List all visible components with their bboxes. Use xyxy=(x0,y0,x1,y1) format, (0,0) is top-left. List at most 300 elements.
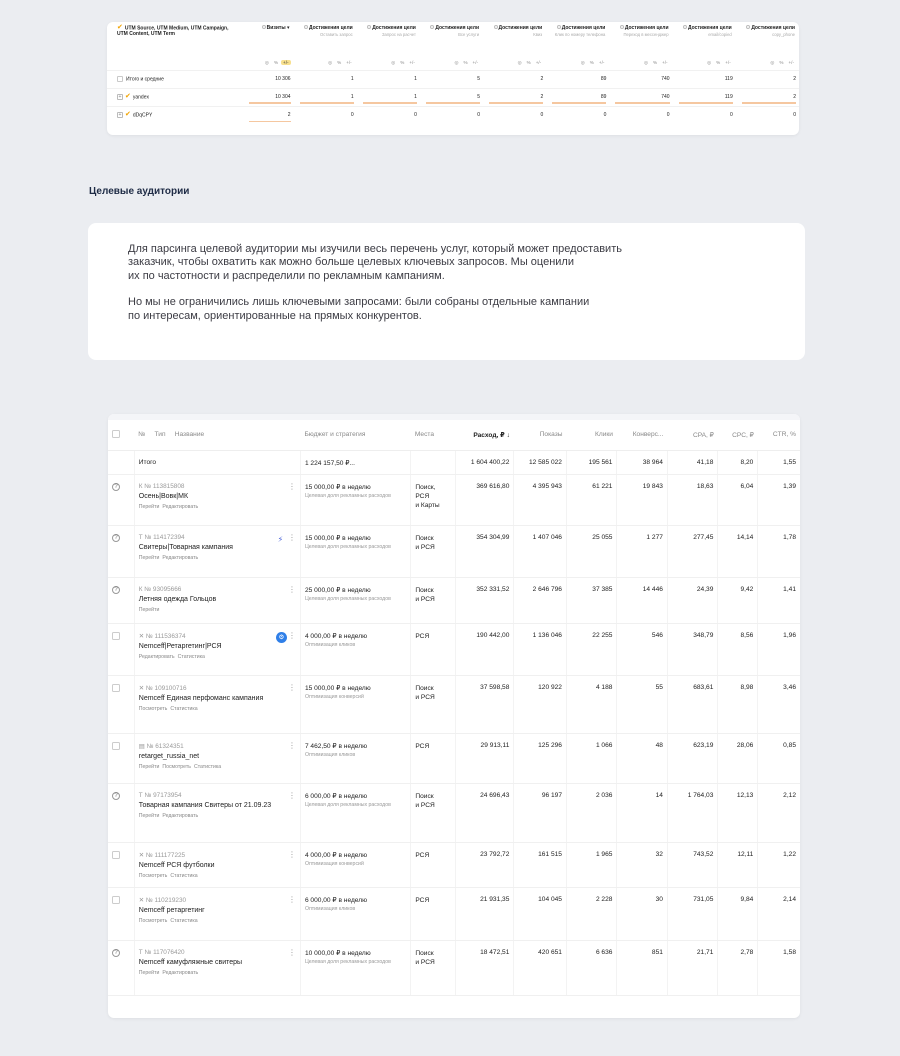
cpc-cell: 8,98 xyxy=(718,675,758,733)
campaign-name-cell xyxy=(134,525,300,577)
metric-toggle[interactable] xyxy=(736,56,799,70)
ctr-cell: 1,78 xyxy=(758,525,800,577)
totals-spend: 1 604 400,22 xyxy=(455,450,514,474)
campaign-action-link[interactable]: Посмотреть xyxy=(162,763,191,770)
campaign-name-cell xyxy=(134,783,300,842)
utm-row xyxy=(107,88,799,106)
utm-cell: 1 xyxy=(357,70,420,88)
budget-strategy: Оптимизация кликов xyxy=(304,751,356,758)
more-menu-icon[interactable]: ⋮ xyxy=(287,740,296,750)
help-icon[interactable]: ? xyxy=(112,534,120,542)
toggle-option[interactable]: +/- xyxy=(788,59,794,65)
budget-amount[interactable]: 7 462,50 ₽ в неделю xyxy=(304,742,368,750)
budget-amount[interactable]: 15 000,00 ₽ в неделю xyxy=(304,483,371,491)
more-menu-icon[interactable]: ⋮ xyxy=(287,630,296,640)
clicks-cell: 4 188 xyxy=(566,675,616,733)
cpc-cell: 9,84 xyxy=(718,887,758,940)
cpc-cell: 28,06 xyxy=(718,733,758,783)
campaign-action-link[interactable]: Редактировать xyxy=(162,554,199,561)
campaign-name[interactable]: Nemceff ретаргетинг xyxy=(138,906,205,914)
goal-header[interactable]: Достижения цели Запрос на расчет xyxy=(357,22,420,56)
select-all-checkbox[interactable] xyxy=(112,430,120,438)
toggle-option[interactable]: ◎ xyxy=(328,59,333,65)
budget-amount[interactable]: 4 000,00 ₽ в неделю xyxy=(304,851,368,859)
toggle-option[interactable]: ◎ xyxy=(707,59,712,65)
spend-cell: 37 598,58 xyxy=(455,675,514,733)
campaign-action-link[interactable]: Перейти xyxy=(138,503,160,510)
metric-toggle[interactable] xyxy=(673,56,736,70)
cpa-cell: 1 764,03 xyxy=(667,783,717,842)
section-title: Целевые аудитории xyxy=(89,186,190,197)
cpa-cell: 18,63 xyxy=(667,474,717,525)
visits-header[interactable]: Визиты ▾ xyxy=(243,22,293,56)
campaign-row[interactable] xyxy=(108,525,800,577)
description-paragraph-1: Для парсинга целевой аудитории мы изучили весь перечень услуг, который может предоставить заказчик, чтобы охватить как можно больше целевых ключевых запросов. Мы оценили их по частотности и распределили по рекламным кампаниям. xyxy=(128,243,622,282)
spend-header[interactable]: Расход, ₽ ↓ xyxy=(455,420,514,450)
conversions-header[interactable]: Конверс... xyxy=(617,420,667,450)
more-menu-icon[interactable]: ⋮ xyxy=(287,894,296,904)
campaign-action-link[interactable]: Посмотреть xyxy=(138,872,168,879)
toggle-option[interactable]: +/- xyxy=(472,59,479,65)
circle-icon xyxy=(746,25,750,29)
goal-header[interactable]: Достижения цели Переход в мессенджер xyxy=(609,22,672,56)
ctr-cell: 1,22 xyxy=(758,842,800,887)
toggle-option[interactable]: +/- xyxy=(535,59,542,65)
campaign-row[interactable] xyxy=(108,733,800,783)
totals-ctr: 1,55 xyxy=(758,450,800,474)
campaign-name-cell xyxy=(134,842,300,887)
metric-toggle[interactable] xyxy=(357,56,420,70)
row-select-cell[interactable] xyxy=(108,675,134,733)
toggle-option[interactable]: ◎ xyxy=(643,59,648,65)
places-cell: РСЯ xyxy=(411,887,455,940)
cpc-header[interactable]: CPC, ₽ xyxy=(718,420,758,450)
campaign-name[interactable]: Летняя одежда Гольцов xyxy=(138,595,217,603)
budget-strategy: Целевая доля рекламных расходов xyxy=(304,801,391,808)
campaign-row[interactable] xyxy=(108,577,800,623)
budget-amount[interactable]: 10 000,00 ₽ в неделю xyxy=(304,949,371,957)
utm-cell: 0 xyxy=(736,106,799,124)
clicks-cell: 1 965 xyxy=(566,842,616,887)
spend-cell: 352 331,52 xyxy=(455,577,514,623)
checkmark-icon[interactable]: ✔ xyxy=(125,111,131,119)
campaign-action-link[interactable]: Статистика xyxy=(170,705,198,712)
impressions-cell: 125 296 xyxy=(514,733,567,783)
conversions-cell: 14 446 xyxy=(617,577,667,623)
row-checkbox[interactable] xyxy=(117,76,123,82)
toggle-option[interactable]: % xyxy=(779,59,784,65)
goal-header[interactable]: Достижения цели copy_phone xyxy=(736,22,799,56)
value-bar xyxy=(249,121,290,122)
cpa-cell: 743,52 xyxy=(667,842,717,887)
campaign-row[interactable] xyxy=(108,623,800,675)
budget-strategy: Оптимизация кликов xyxy=(304,905,356,912)
row-select-cell[interactable] xyxy=(108,887,134,940)
select-all-header[interactable] xyxy=(108,420,134,450)
utm-cell: 89 xyxy=(546,88,609,106)
utm-cell: 1 xyxy=(294,88,357,106)
clicks-header[interactable]: Клики xyxy=(566,420,616,450)
campaign-actions xyxy=(139,504,280,510)
budget-cell xyxy=(300,474,410,525)
campaign-id: ✕ № 111177225 xyxy=(138,851,186,859)
totals-label: Итого xyxy=(134,450,300,474)
cpa-cell: 623,19 xyxy=(667,733,717,783)
row-checkbox[interactable] xyxy=(112,742,120,750)
cpa-header[interactable]: CPA, ₽ xyxy=(667,420,717,450)
toggle-option[interactable]: % xyxy=(463,59,468,65)
row-select-cell[interactable] xyxy=(108,842,134,887)
ctr-cell: 1,41 xyxy=(758,577,800,623)
description-paragraph-2: Но мы не ограничились лишь ключевыми запросами: были собраны отдельные кампании по интересам, ориентированные на прямых конкурентов. xyxy=(128,296,590,322)
campaign-row[interactable] xyxy=(108,783,800,842)
campaign-actions xyxy=(139,555,280,561)
budget-amount[interactable]: 6 000,00 ₽ в неделю xyxy=(304,896,368,904)
cpa-cell: 348,79 xyxy=(667,623,717,675)
expand-icon[interactable]: + xyxy=(118,112,122,119)
utm-cell: 2 xyxy=(483,70,546,88)
utm-toggle-row xyxy=(107,56,799,70)
circle-icon xyxy=(262,25,266,29)
utm-cell: 1 xyxy=(357,88,420,106)
campaign-actions xyxy=(139,654,280,660)
impressions-header[interactable]: Показы xyxy=(514,420,567,450)
campaign-name[interactable]: retarget_russia_net xyxy=(138,752,200,760)
more-menu-icon[interactable]: ⋮ xyxy=(287,481,296,491)
name-header[interactable]: № Тип Название xyxy=(134,420,300,450)
places-cell: Поиск и РСЯ xyxy=(411,940,455,995)
circle-icon xyxy=(430,25,434,29)
ctr-cell: 1,96 xyxy=(758,623,800,675)
utm-cell: 2 xyxy=(243,106,293,124)
row-select-cell[interactable] xyxy=(108,525,134,577)
ctr-cell: 3,46 xyxy=(758,675,800,733)
campaign-actions xyxy=(139,607,280,613)
ctr-cell: 0,85 xyxy=(758,733,800,783)
utm-cell: 119 xyxy=(673,88,736,106)
campaign-action-link[interactable]: Редактировать xyxy=(162,812,199,819)
impressions-cell: 161 515 xyxy=(514,842,567,887)
campaign-action-link[interactable]: Редактировать xyxy=(162,503,199,510)
cpa-cell: 277,45 xyxy=(667,525,717,577)
impressions-cell: 1 136 046 xyxy=(514,623,567,675)
row-select-cell[interactable] xyxy=(108,474,134,525)
metric-toggle[interactable] xyxy=(243,56,293,70)
campaign-row[interactable] xyxy=(108,940,800,995)
spend-cell: 23 792,72 xyxy=(455,842,514,887)
totals-row xyxy=(108,450,800,474)
more-menu-icon[interactable]: ⋮ xyxy=(287,790,296,800)
value-bar xyxy=(679,102,733,103)
more-menu-icon[interactable]: ⋮ xyxy=(287,584,296,594)
help-icon[interactable]: ? xyxy=(112,792,120,800)
toggle-option[interactable]: % xyxy=(400,59,405,65)
utm-row-label-cell[interactable] xyxy=(107,70,243,88)
row-checkbox[interactable] xyxy=(112,632,120,640)
conversions-cell: 14 xyxy=(617,783,667,842)
campaign-id: ✕ № 111536374 xyxy=(138,632,186,640)
utm-row-label-cell[interactable] xyxy=(107,88,243,106)
budget-amount[interactable]: 6 000,00 ₽ в неделю xyxy=(304,792,368,800)
campaign-actions xyxy=(139,970,280,976)
help-icon[interactable]: ? xyxy=(112,586,120,594)
impressions-cell: 104 045 xyxy=(514,887,567,940)
spend-cell: 21 931,35 xyxy=(455,887,514,940)
campaign-action-link[interactable]: Статистика xyxy=(170,872,198,879)
budget-strategy: Целевая доля рекламных расходов xyxy=(304,543,391,550)
utm-cell: 2 xyxy=(736,70,799,88)
places-cell: РСЯ xyxy=(411,733,455,783)
utm-row-label-cell[interactable] xyxy=(107,106,243,124)
clicks-cell: 2 228 xyxy=(566,887,616,940)
checkmark-icon[interactable]: ✔ xyxy=(125,92,131,100)
row-checkbox[interactable] xyxy=(112,684,120,692)
budget-strategy: Целевая доля рекламных расходов xyxy=(304,595,391,602)
value-bar xyxy=(363,102,417,103)
utm-cell: 0 xyxy=(420,106,483,124)
budget-cell xyxy=(300,577,410,623)
checkmark-icon: ✔ xyxy=(117,24,123,31)
conversions-cell: 851 xyxy=(617,940,667,995)
campaign-actions xyxy=(139,764,280,770)
budget-amount[interactable]: 4 000,00 ₽ в неделю xyxy=(304,632,368,640)
clicks-cell: 6 636 xyxy=(566,940,616,995)
lightning-icon[interactable]: ⚡ xyxy=(277,534,284,544)
sort-down-icon: ▾ xyxy=(287,25,290,31)
utm-cell: 0 xyxy=(294,106,357,124)
goal-header[interactable]: Достижения цели email/copied xyxy=(673,22,736,56)
campaign-action-link[interactable]: Статистика xyxy=(177,653,205,660)
places-cell: Поиск и РСЯ xyxy=(411,783,455,842)
toggle-option[interactable]: +/- xyxy=(662,59,668,65)
row-checkbox[interactable] xyxy=(112,851,120,859)
campaign-action-link[interactable]: Перейти xyxy=(138,763,160,770)
campaign-name[interactable]: Осень|Вовк|МК xyxy=(138,492,189,500)
conversions-cell: 546 xyxy=(617,623,667,675)
campaign-row[interactable] xyxy=(108,474,800,525)
campaign-action-link[interactable]: Посмотреть xyxy=(138,917,168,924)
cpa-cell: 21,71 xyxy=(667,940,717,995)
campaign-name-cell xyxy=(134,887,300,940)
cpc-cell: 8,56 xyxy=(718,623,758,675)
help-icon[interactable]: ? xyxy=(112,949,120,957)
campaign-id: К № 93095666 xyxy=(138,585,182,593)
goal-header[interactable]: Достижения цели Клик по номеру телефона xyxy=(554,25,606,37)
campaign-id: ✕ № 109100716 xyxy=(138,684,187,692)
utm-report-table xyxy=(107,22,799,124)
campaign-name[interactable]: Nemceff Единая перфоманс кампания xyxy=(138,694,264,702)
places-cell: РСЯ xyxy=(411,623,455,675)
campaign-actions xyxy=(139,873,280,879)
utm-cell: 0 xyxy=(673,106,736,124)
utm-cell: 0 xyxy=(609,106,672,124)
toggle-option[interactable]: +/- xyxy=(598,59,605,65)
more-menu-icon[interactable]: ⋮ xyxy=(287,849,296,859)
budget-amount[interactable]: 15 000,00 ₽ в неделю xyxy=(304,684,371,692)
campaign-action-link[interactable]: Статистика xyxy=(193,763,222,770)
expand-icon[interactable]: + xyxy=(118,93,122,100)
ctr-cell: 2,14 xyxy=(758,887,800,940)
campaign-action-link[interactable]: Редактировать xyxy=(162,969,199,976)
totals-cpa: 41,18 xyxy=(667,450,717,474)
goal-header[interactable]: Достижения цели Оставить запрос xyxy=(294,22,357,56)
budget-cell xyxy=(300,675,410,733)
row-checkbox[interactable] xyxy=(112,896,120,904)
campaign-row[interactable] xyxy=(108,887,800,940)
campaign-name-cell xyxy=(134,733,300,783)
campaign-action-link[interactable]: Посмотреть xyxy=(138,705,168,712)
toggle-option[interactable]: ◎ xyxy=(264,59,269,65)
value-bar xyxy=(552,102,606,103)
campaign-name[interactable]: Nemceff камуфляжные свитеры xyxy=(138,958,243,966)
campaign-name[interactable]: Свитеры|Товарная кампания xyxy=(138,543,233,551)
campaign-id: Т № 97173954 xyxy=(138,791,182,799)
totals-cpc: 8,20 xyxy=(718,450,758,474)
budget-cell xyxy=(300,842,410,887)
totals-impressions: 12 585 022 xyxy=(514,450,567,474)
utm-report-card xyxy=(107,22,799,135)
places-cell: Поиск, РСЯ и Карты xyxy=(411,474,455,525)
toggle-option[interactable]: % xyxy=(716,59,721,65)
row-select-cell[interactable] xyxy=(108,577,134,623)
goal-header[interactable]: Достижения цели Все услуги xyxy=(420,22,483,56)
circle-icon xyxy=(557,25,561,29)
utm-cell: 10 306 xyxy=(243,70,293,88)
utm-cell: 1 xyxy=(294,70,357,88)
toggle-option[interactable]: ◎ xyxy=(454,59,459,65)
impressions-cell: 4 395 943 xyxy=(514,474,567,525)
toggle-option[interactable]: % xyxy=(526,59,531,65)
campaign-id: ▤ № 61324351 xyxy=(138,742,184,750)
utm-cell: 0 xyxy=(357,106,420,124)
impressions-cell: 2 646 796 xyxy=(514,577,567,623)
budget-header[interactable]: Бюджет и стратегия xyxy=(300,420,410,450)
toggle-option[interactable]: ◎ xyxy=(391,59,396,65)
more-menu-icon[interactable]: ⋮ xyxy=(287,532,296,542)
conversions-cell: 30 xyxy=(617,887,667,940)
metric-toggle[interactable] xyxy=(609,56,672,70)
campaign-name[interactable]: Nemceff|Ретаргетинг|РСЯ xyxy=(138,642,222,650)
clicks-cell: 22 255 xyxy=(566,623,616,675)
toggle-option[interactable]: ◎ xyxy=(580,59,585,65)
toggle-option[interactable]: +/- xyxy=(409,59,415,65)
spend-cell: 18 472,51 xyxy=(455,940,514,995)
circle-icon xyxy=(494,25,498,29)
campaign-action-link[interactable]: Перейти xyxy=(138,606,160,613)
campaign-row[interactable] xyxy=(108,675,800,733)
campaign-name-cell xyxy=(134,474,300,525)
places-cell: Поиск и РСЯ xyxy=(411,675,455,733)
toggle-option[interactable]: +/- xyxy=(346,59,352,65)
campaign-name-cell xyxy=(134,577,300,623)
campaign-action-link[interactable]: Статистика xyxy=(170,917,198,924)
budget-amount[interactable]: 25 000,00 ₽ в неделю xyxy=(304,586,371,594)
metric-toggle[interactable] xyxy=(546,56,609,70)
row-select-cell[interactable] xyxy=(108,940,134,995)
row-select-cell[interactable] xyxy=(108,783,134,842)
spend-cell: 369 616,80 xyxy=(455,474,514,525)
conversions-cell: 32 xyxy=(617,842,667,887)
campaign-action-link[interactable]: Перейти xyxy=(138,969,160,976)
value-bar xyxy=(249,102,290,103)
utm-row xyxy=(107,70,799,88)
campaign-name[interactable]: Nemceff РСЯ футболки xyxy=(138,861,215,869)
spend-cell: 354 304,99 xyxy=(455,525,514,577)
conversions-cell: 1 277 xyxy=(617,525,667,577)
cpc-cell: 12,11 xyxy=(718,842,758,887)
budget-strategy: Целевая доля рекламных расходов xyxy=(304,492,391,499)
utm-row-label: Итого и средние xyxy=(126,76,164,83)
campaign-action-link[interactable]: Перейти xyxy=(138,554,160,561)
toggle-option[interactable]: % xyxy=(589,59,594,65)
campaign-row[interactable] xyxy=(108,842,800,887)
toggle-option[interactable]: % xyxy=(652,59,658,65)
utm-cell: 5 xyxy=(420,88,483,106)
ctr-header[interactable]: CTR, % xyxy=(758,420,800,450)
utm-cell: 2 xyxy=(736,88,799,106)
utm-grouping-label: UTM Source, UTM Medium, UTM Campaign, UTM Content, UTM Term xyxy=(117,25,229,38)
campaign-action-link[interactable]: Перейти xyxy=(138,812,160,819)
campaigns-table xyxy=(108,420,800,996)
budget-strategy: Оптимизация конверсий xyxy=(304,693,364,700)
utm-grouping-header[interactable] xyxy=(107,22,243,56)
campaigns-card xyxy=(108,414,800,1018)
budget-cell xyxy=(300,733,410,783)
description-card xyxy=(88,223,805,360)
utm-cell: 10 304 xyxy=(243,88,293,106)
utm-cell: 89 xyxy=(546,70,609,88)
toggle-option[interactable]: +/- xyxy=(283,59,289,65)
toggle-option[interactable]: ◎ xyxy=(517,59,522,65)
cpc-cell: 6,04 xyxy=(718,474,758,525)
help-icon[interactable]: ? xyxy=(112,483,120,491)
utm-row-label: yandex xyxy=(132,94,149,101)
metric-toggle[interactable] xyxy=(294,56,357,70)
goal-header[interactable]: Достижения цели Квиз xyxy=(483,22,546,56)
metric-toggle[interactable] xyxy=(483,56,546,70)
campaign-name[interactable]: Товарная кампания Свитеры от 21.09.23 xyxy=(138,801,272,809)
spend-cell: 190 442,00 xyxy=(455,623,514,675)
clicks-cell: 25 055 xyxy=(566,525,616,577)
metric-toggle[interactable] xyxy=(420,56,483,70)
budget-cell xyxy=(300,783,410,842)
impressions-cell: 120 922 xyxy=(514,675,567,733)
campaign-action-link[interactable]: Редактировать xyxy=(138,653,175,660)
value-bar xyxy=(300,102,354,103)
circle-icon xyxy=(367,25,371,29)
clicks-cell: 2 036 xyxy=(566,783,616,842)
row-select-cell[interactable] xyxy=(108,623,134,675)
campaign-id: К № 113815808 xyxy=(138,482,185,490)
places-cell: РСЯ xyxy=(411,842,455,887)
budget-strategy: Целевая доля рекламных расходов xyxy=(304,958,391,965)
toggle-option[interactable]: ◎ xyxy=(770,59,775,65)
value-bar xyxy=(489,102,543,103)
ctr-cell: 1,39 xyxy=(758,474,800,525)
toggle-option[interactable]: +/- xyxy=(725,59,731,65)
row-select-cell[interactable] xyxy=(108,733,134,783)
toggle-option[interactable]: % xyxy=(273,59,279,65)
more-menu-icon[interactable]: ⋮ xyxy=(287,682,296,692)
places-header[interactable]: Места xyxy=(411,420,455,450)
utm-cell: 119 xyxy=(673,70,736,88)
info-badge-icon[interactable]: ⚙ xyxy=(276,632,287,643)
toggle-option[interactable]: % xyxy=(337,59,342,65)
budget-amount[interactable]: 15 000,00 ₽ в неделю xyxy=(304,534,371,542)
impressions-cell: 96 197 xyxy=(514,783,567,842)
utm-row xyxy=(107,106,799,124)
more-menu-icon[interactable]: ⋮ xyxy=(287,947,296,957)
